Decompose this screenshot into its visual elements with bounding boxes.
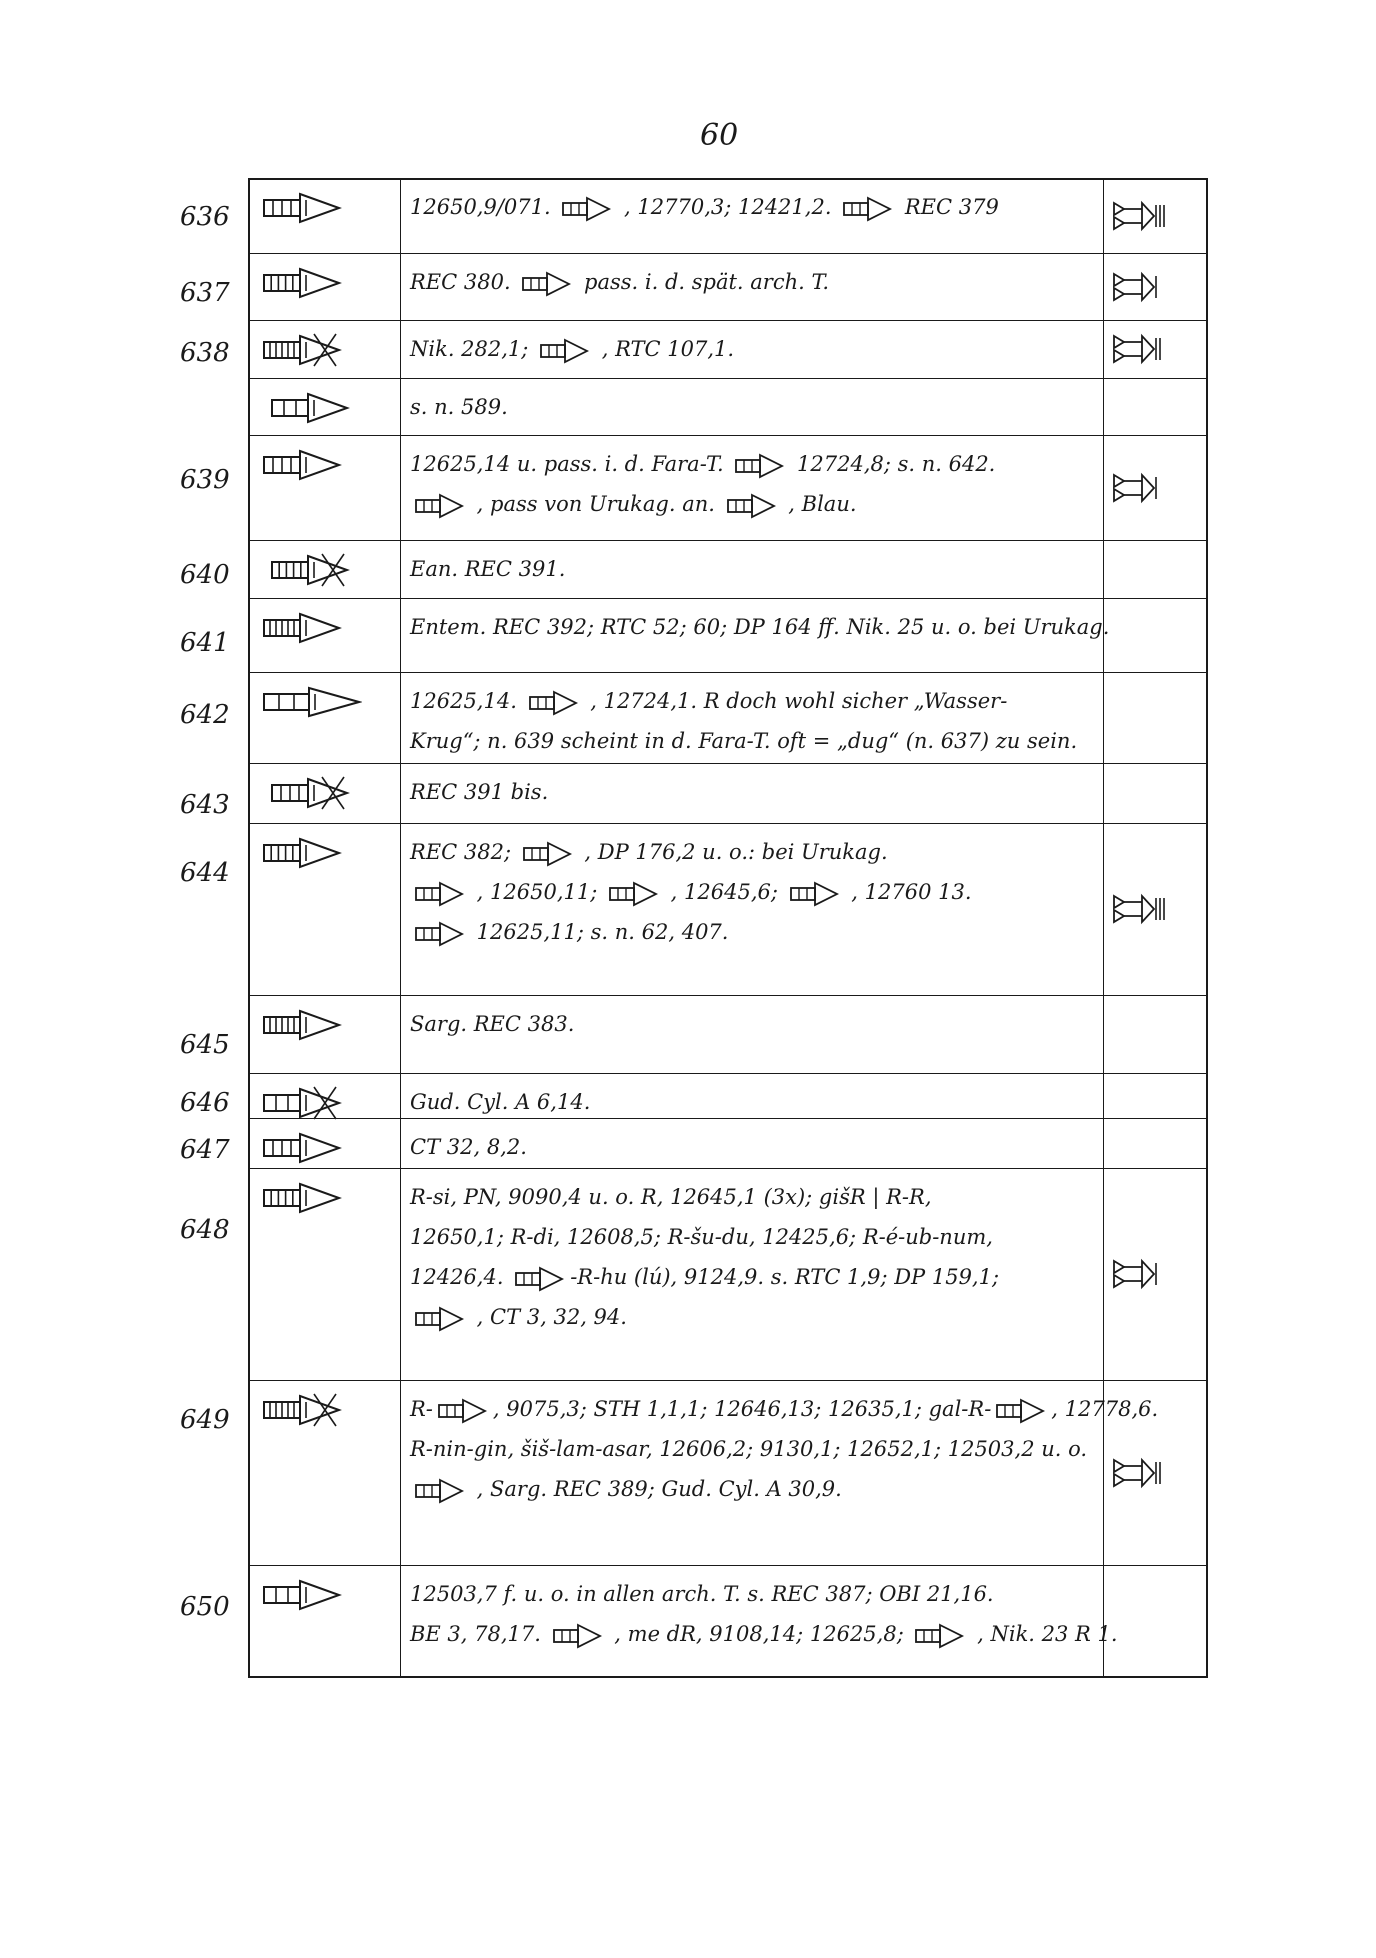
inline-cuneiform-sign-icon (842, 196, 894, 222)
column-divider-sign (400, 180, 401, 1676)
late-form-648-icon (1112, 1257, 1170, 1291)
column-divider-late (1103, 180, 1104, 1676)
inline-cuneiform-sign-icon (552, 1623, 604, 1649)
entry-number: 639 (180, 465, 230, 495)
late-form-638-icon (1112, 332, 1170, 366)
inline-cuneiform-sign-icon (789, 881, 841, 907)
row-divider (248, 540, 1208, 541)
inline-cuneiform-sign-icon (521, 271, 573, 297)
row-divider (248, 253, 1208, 254)
entry-text-line: REC 380. pass. i. d. spät. arch. T. (410, 261, 829, 303)
cuneiform-sign-636-icon (262, 190, 342, 226)
entry-number: 650 (180, 1592, 230, 1622)
inline-cuneiform-sign-icon (734, 453, 786, 479)
inline-cuneiform-sign-icon (414, 1478, 466, 1504)
entry-number: 642 (180, 700, 230, 730)
entry-text-line: Krug“; n. 639 scheint in d. Fara-T. oft = „dug“ (n. 637) zu sein. (410, 729, 1078, 753)
entry-text-line: R-si, PN, 9090,4 u. o. R, 12645,1 (3x); gišR | R-R, (410, 1185, 932, 1209)
cuneiform-sign-644-icon (262, 835, 342, 871)
entry-number: 641 (180, 628, 230, 658)
entry-text-line: 12650,9/071. , 12770,3; 12421,2. REC 379 (410, 186, 999, 228)
entry-text-line: , Sarg. REC 389; Gud. Cyl. A 30,9. (410, 1468, 842, 1510)
row-divider (248, 763, 1208, 764)
entry-text-line: 12503,7 f. u. o. in allen arch. T. s. REC 387; OBI 21,16. (410, 1582, 994, 1606)
row-divider (248, 1380, 1208, 1381)
inline-cuneiform-sign-icon (726, 493, 778, 519)
inline-cuneiform-sign-icon (522, 841, 574, 867)
cuneiform-sign-638-variant-icon (270, 390, 350, 426)
cuneiform-sign-641-icon (262, 610, 342, 646)
entry-text-line: , pass von Urukag. an. , Blau. (410, 483, 857, 525)
entry-number: 638 (180, 338, 230, 368)
entry-number: 640 (180, 560, 230, 590)
entry-text-line: REC 382; , DP 176,2 u. o.: bei Urukag. (410, 831, 888, 873)
inline-cuneiform-sign-icon (528, 690, 580, 716)
inline-cuneiform-sign-icon (414, 881, 466, 907)
inline-cuneiform-sign-icon (914, 1623, 966, 1649)
page-number: 60 (700, 118, 739, 153)
entry-text-line: R- , 9075,3; STH 1,1,1; 12646,13; 12635,1; gal-R- , 12778,6. (410, 1388, 1158, 1430)
inline-cuneiform-sign-icon (608, 881, 660, 907)
cuneiform-sign-638-icon (262, 332, 342, 368)
entry-text-line: Sarg. REC 383. (410, 1012, 575, 1036)
cuneiform-sign-645-icon (262, 1007, 342, 1043)
late-form-649-icon (1112, 1456, 1170, 1490)
entry-number: 636 (180, 202, 230, 232)
row-divider (248, 1118, 1208, 1119)
row-divider (248, 995, 1208, 996)
entry-text-line: Entem. REC 392; RTC 52; 60; DP 164 ff. Nik. 25 u. o. bei Urukag. (410, 615, 1110, 639)
entry-text-line: s. n. 589. (410, 395, 508, 419)
entry-text-line: , 12650,11; , 12645,6; , 12760 13. (410, 871, 972, 913)
cuneiform-sign-639-icon (262, 447, 342, 483)
entry-number: 648 (180, 1215, 230, 1245)
row-divider (248, 823, 1208, 824)
inline-cuneiform-sign-icon (539, 338, 591, 364)
inline-cuneiform-sign-icon (514, 1266, 566, 1292)
entry-text-line: Ean. REC 391. (410, 557, 566, 581)
late-form-644-icon (1112, 892, 1170, 926)
entry-text-line: Nik. 282,1; , RTC 107,1. (410, 328, 734, 370)
inline-cuneiform-sign-icon (437, 1398, 489, 1424)
entry-text-line: 12625,11; s. n. 62, 407. (410, 911, 728, 953)
row-divider (248, 1565, 1208, 1566)
cuneiform-sign-646-icon (262, 1085, 342, 1121)
cuneiform-sign-648-icon (262, 1180, 342, 1216)
row-divider (248, 598, 1208, 599)
row-divider (248, 672, 1208, 673)
entry-text-line: 12426,4. -R-hu (lú), 9124,9. s. RTC 1,9; DP 159,1; (410, 1256, 999, 1298)
row-divider (248, 320, 1208, 321)
cuneiform-sign-642-icon (262, 684, 362, 720)
entry-number: 647 (180, 1135, 230, 1165)
entry-number: 644 (180, 858, 230, 888)
entry-text-line: 12650,1; R-di, 12608,5; R-šu-du, 12425,6; R-é-ub-num, (410, 1225, 993, 1249)
cuneiform-sign-647-icon (262, 1130, 342, 1166)
cuneiform-sign-643-icon (270, 775, 350, 811)
cuneiform-sign-637-icon (262, 265, 342, 301)
cuneiform-sign-649-icon (262, 1392, 342, 1428)
late-form-639-icon (1112, 471, 1170, 505)
entry-text-line: 12625,14 u. pass. i. d. Fara-T. 12724,8; s. n. 642. (410, 443, 995, 485)
row-divider (248, 378, 1208, 379)
inline-cuneiform-sign-icon (561, 196, 613, 222)
entry-text-line: Gud. Cyl. A 6,14. (410, 1090, 591, 1114)
entry-text-line: R-nin-gin, šiš-lam-asar, 12606,2; 9130,1; 12652,1; 12503,2 u. o. (410, 1437, 1088, 1461)
late-form-637-icon (1112, 270, 1170, 304)
late-form-636-icon (1112, 199, 1170, 233)
entry-number: 637 (180, 278, 230, 308)
inline-cuneiform-sign-icon (414, 921, 466, 947)
row-divider (248, 1073, 1208, 1074)
cuneiform-sign-650-icon (262, 1577, 342, 1613)
entry-text-line: 12625,14. , 12724,1. R doch wohl sicher „Wasser- (410, 680, 1007, 722)
entry-text-line: REC 391 bis. (410, 780, 549, 804)
cuneiform-sign-640-icon (270, 552, 350, 588)
entry-text-line: BE 3, 78,17. , me dR, 9108,14; 12625,8; , Nik. 23 R 1. (410, 1613, 1118, 1655)
entry-text-line: , CT 3, 32, 94. (410, 1296, 627, 1338)
row-divider (248, 435, 1208, 436)
inline-cuneiform-sign-icon (414, 1306, 466, 1332)
entry-text-line: CT 32, 8,2. (410, 1135, 527, 1159)
entry-number: 649 (180, 1405, 230, 1435)
row-divider (248, 1168, 1208, 1169)
inline-cuneiform-sign-icon (995, 1398, 1047, 1424)
entry-number: 646 (180, 1088, 230, 1118)
inline-cuneiform-sign-icon (414, 493, 466, 519)
entry-number: 643 (180, 790, 230, 820)
entry-number: 645 (180, 1030, 230, 1060)
